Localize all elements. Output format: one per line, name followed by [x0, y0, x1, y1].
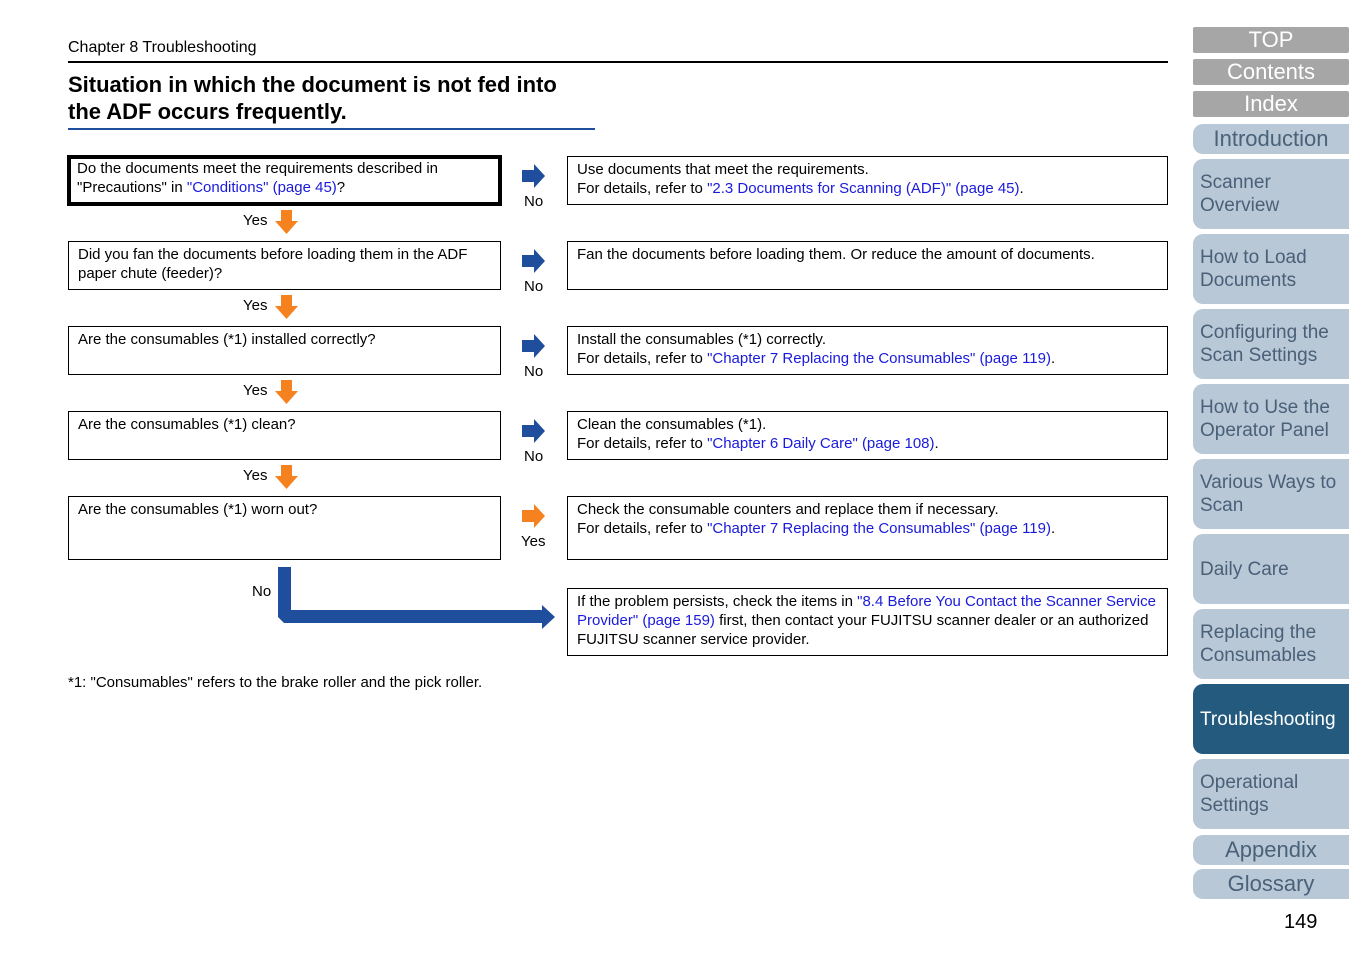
no-label: No	[524, 278, 544, 295]
question-box-2: Did you fan the documents before loading them in the ADF paper chute (feeder)?	[68, 241, 501, 290]
nav-appendix[interactable]: Appendix	[1193, 835, 1349, 865]
yes-label: Yes	[243, 212, 268, 229]
yes-label: Yes	[243, 467, 268, 484]
answer-box-5: Check the consumable counters and replace them if necessary. For details, refer to "Chapter 7 Replacing the Consumables" (page 119).	[567, 496, 1168, 560]
nav-daily-care[interactable]: Daily Care	[1193, 534, 1349, 604]
nav-how-to-load-documents[interactable]: How to Load Documents	[1193, 234, 1349, 304]
page-title	[68, 71, 608, 125]
question-box-1: Do the documents meet the requirements described in "Precautions" in "Conditions" (page 45)?	[67, 155, 502, 206]
footnote: *1: "Consumables" refers to the brake roller and the pick roller.	[68, 674, 483, 691]
nav-replacing-consumables[interactable]: Replacing the Consumables	[1193, 609, 1349, 679]
title-line-2: the ADF occurs frequently.	[68, 99, 347, 124]
arrow-right-icon	[522, 419, 545, 443]
documents-for-scanning-link[interactable]: "2.3 Documents for Scanning (ADF)" (page 45)	[707, 180, 1020, 197]
question-box-3: Are the consumables (*1) installed correctly?	[68, 326, 501, 375]
arrow-down-icon	[275, 210, 298, 234]
nav-scanner-overview[interactable]: Scanner Overview	[1193, 159, 1349, 229]
bent-arrow-icon	[278, 567, 558, 629]
no-label: No	[524, 193, 544, 210]
no-label: No	[524, 448, 544, 465]
nav-various-ways-to-scan[interactable]: Various Ways to Scan	[1193, 459, 1349, 529]
no-label: No	[524, 363, 544, 380]
nav-glossary[interactable]: Glossary	[1193, 869, 1349, 899]
replacing-consumables-link[interactable]: "Chapter 7 Replacing the Consumables" (page 119)	[707, 350, 1051, 367]
arrow-down-icon	[275, 295, 298, 319]
nav-operator-panel[interactable]: How to Use the Operator Panel	[1193, 384, 1349, 454]
arrow-down-icon	[275, 380, 298, 404]
final-box: If the problem persists, check the items in "8.4 Before You Contact the Scanner Service Provider" (page 159) first, then contact your FUJITSU scanner dealer or an authorized FUJITSU scanner service provider.	[567, 588, 1168, 656]
nav-introduction[interactable]: Introduction	[1193, 124, 1349, 154]
chapter-header: Chapter 8 Troubleshooting	[68, 39, 257, 56]
no-label: No	[252, 583, 272, 600]
nav-operational-settings[interactable]: Operational Settings	[1193, 759, 1349, 829]
title-underline	[68, 128, 595, 130]
yes-label: Yes	[243, 297, 268, 314]
daily-care-link[interactable]: "Chapter 6 Daily Care" (page 108)	[707, 435, 935, 452]
title-line-1: Situation in which the document is not fed into	[68, 72, 557, 97]
contact-provider-link[interactable]: "8.4 Before You Contact the Scanner Service Provider" (page 159)	[577, 593, 1156, 629]
page-number: 149	[1284, 911, 1318, 933]
arrow-right-icon	[522, 164, 545, 188]
arrow-right-icon	[522, 334, 545, 358]
nav-contents[interactable]: Contents	[1193, 59, 1349, 85]
arrow-right-icon	[522, 249, 545, 273]
nav-index[interactable]: Index	[1193, 91, 1349, 117]
yes-label: Yes	[521, 533, 546, 550]
conditions-link[interactable]: "Conditions" (page 45)	[186, 179, 337, 196]
nav-top[interactable]: TOP	[1193, 27, 1349, 53]
answer-box-2: Fan the documents before loading them. Or reduce the amount of documents.	[567, 241, 1168, 290]
question-box-4: Are the consumables (*1) clean?	[68, 411, 501, 460]
yes-label: Yes	[243, 382, 268, 399]
nav-configuring-scan-settings[interactable]: Configuring the Scan Settings	[1193, 309, 1349, 379]
header-divider	[68, 61, 1168, 63]
answer-box-4: Clean the consumables (*1). For details, refer to "Chapter 6 Daily Care" (page 108).	[567, 411, 1168, 460]
answer-box-3: Install the consumables (*1) correctly. For details, refer to "Chapter 7 Replacing the Consumables" (page 119).	[567, 326, 1168, 375]
arrow-down-icon	[275, 465, 298, 489]
arrow-right-orange-icon	[522, 504, 545, 528]
replacing-consumables-link-2[interactable]: "Chapter 7 Replacing the Consumables" (page 119)	[707, 520, 1051, 537]
question-box-5: Are the consumables (*1) worn out?	[68, 496, 501, 560]
answer-box-1: Use documents that meet the requirements. For details, refer to "2.3 Documents for Scanning (ADF)" (page 45).	[567, 156, 1168, 205]
nav-troubleshooting[interactable]: Troubleshooting	[1193, 684, 1349, 754]
